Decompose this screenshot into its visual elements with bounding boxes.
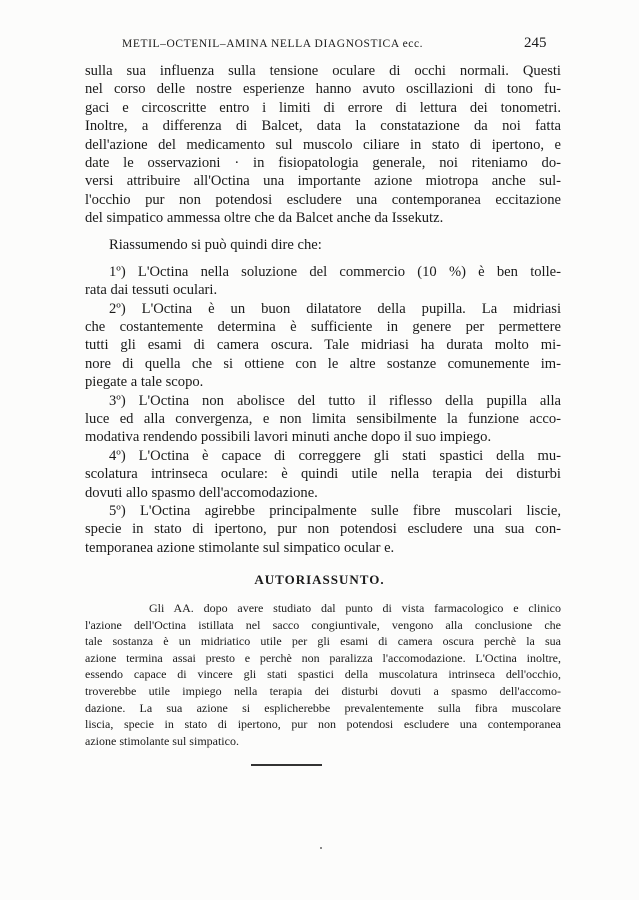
text-line: nel corso delle nostre esperienze hanno avuto oscillazioni di tono fu-	[85, 81, 561, 98]
abstract-line: azione termina assai presto e perchè non paralizza l'accomodazione. L'Octina inoltre,	[85, 650, 561, 665]
summary-item-line: 4º) L'Octina è capace di correggere gli stati spastici della mu-	[109, 447, 561, 464]
summary-item-line: specie in stato di ipertono, pur non potendosi escludere una sua con-	[85, 521, 561, 538]
summary-intro: Riassumendo si può quindi dire che:	[109, 236, 322, 253]
abstract-title: AUTORIASSUNTO.	[254, 572, 385, 587]
text-line: gaci e circoscritte entro i limiti di errore di lettura dei tonometri.	[85, 99, 561, 116]
abstract-line: essendo capace di vincere gli stati spastici della muscolatura intrinseca dell'occhio,	[85, 667, 561, 682]
abstract-line: Gli AA. dopo avere studiato dal punto di vista farmacologico e clinico	[149, 601, 561, 615]
summary-item-line: 2º) L'Octina è un buon dilatatore della pupilla. La midriasi	[109, 300, 561, 317]
text-line: versi attribuire all'Octina una importante azione miotropa anche sul-	[85, 173, 561, 190]
summary-item-line: tutti gli esami di camera oscura. Tale midriasi ha durata molto mi-	[85, 337, 561, 354]
summary-item-line: piegate a tale scopo.	[85, 374, 204, 391]
abstract-text	[85, 600, 561, 749]
abstract-line: azione stimolante sul simpatico.	[85, 733, 239, 748]
summary-item-line: temporanea azione stimolante sul simpatico ocular e.	[85, 539, 395, 556]
abstract-line: liscia, specie in stato di ipertono, pur non potendosi escludere una contemporanea	[85, 717, 561, 732]
body-text	[85, 62, 561, 557]
text-line: l'occhio pur non potendosi escludere una contemporanea eccitazione	[85, 191, 561, 208]
summary-item-line: dovuti allo spasmo dell'accomodazione.	[85, 484, 318, 501]
page-number: 245	[524, 35, 547, 51]
abstract-line: troverebbe utile impiego nella terapia dei disturbi dovuti a spasmo dell'accomo-	[85, 683, 561, 698]
summary-item-line: nore di quella che si ottiene con le altre sostanze comunemente im-	[85, 355, 561, 372]
text-line: Inoltre, a differenza di Balcet, data la constatazione da noi fatta	[85, 118, 561, 135]
summary-item-line: 5º) L'Octina agirebbe principalmente sulle fibre muscolari liscie,	[109, 502, 561, 519]
summary-item-line: che costantemente determina è sufficiente in genere per permettere	[85, 319, 561, 336]
summary-item-line: luce ed alla convergenza, e non limita sensibilmente la funzione acco-	[85, 411, 561, 428]
text-line: sulla sua influenza sulla tensione oculare di occhi normali. Questi	[85, 63, 561, 79]
summary-item-line: 3º) L'Octina non abolisce del tutto il riflesso della pupilla alla	[109, 392, 561, 409]
abstract-line: tale sostanza è un midriatico utile per gli esami di camera oscura perchè la sua	[85, 634, 561, 649]
summary-item-line: scolatura intrinseca oculare: è quindi utile nella terapia dei disturbi	[85, 466, 561, 483]
abstract-line: dazione. La sua azione si esplicherebbe prevalentemente sulla fibra muscolare	[85, 700, 561, 715]
end-rule	[251, 764, 322, 766]
summary-item-line: rata dai tessuti oculari.	[85, 282, 218, 299]
scan-speck	[320, 847, 322, 849]
summary-item-line: modativa rendendo possibili lavori minuti anche dopo il suo impiego.	[85, 429, 492, 446]
summary-item-line: 1º) L'Octina nella soluzione del commercio (10 %) è ben tolle-	[109, 263, 561, 280]
text-line: date le osservazioni · in fisiopatologia generale, noi riteniamo do-	[85, 154, 561, 171]
running-header: METIL–OCTENIL–AMINA NELLA DIAGNOSTICA ecc.	[122, 38, 424, 50]
abstract-line: l'azione dell'Octina istillata nel sacco congiuntivale, vengono alla conclusione che	[85, 617, 561, 632]
text-line: dell'azione del medicamento sul muscolo ciliare in stato di ipertono, e	[85, 136, 561, 153]
text-line: del simpatico ammessa oltre che da Balcet anche da Issekutz.	[85, 210, 444, 227]
